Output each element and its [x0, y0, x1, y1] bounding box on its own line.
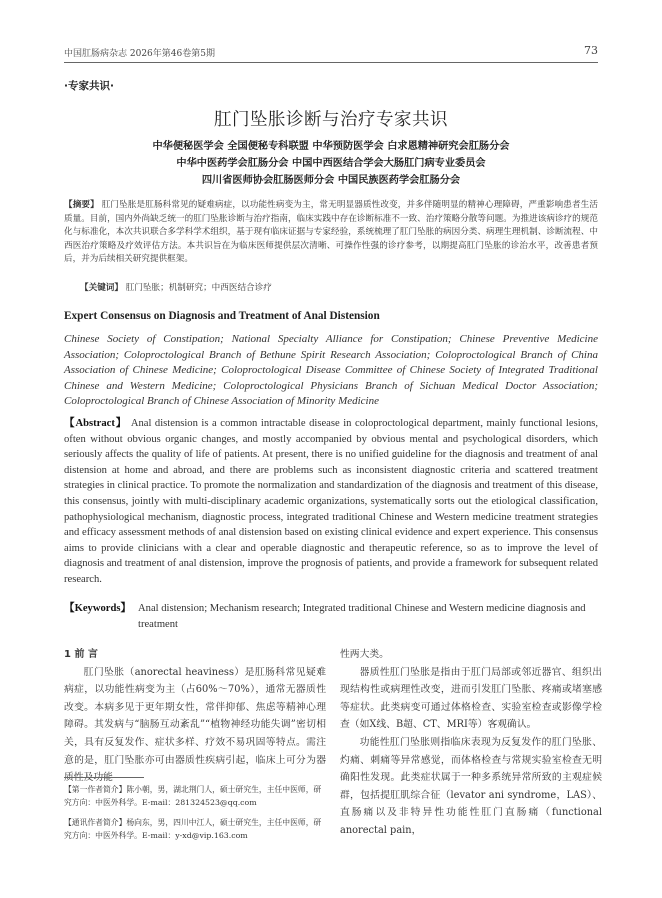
body-paragraph: 功能性肛门坠胀则指临床表现为反复发作的肛门坠胀、灼痛、刺痛等异常感觉，而体格检查与常规实验室检查无明确阳性发现。此类症状属于一种多系统异常所致的主观症候群，包括提肛肌综合征（levator ani syndrome，LAS）、直肠痛以及非特异性功能性肛门直肠痛（functional anorectal pain， [340, 736, 602, 836]
article-title: 肛门坠胀诊断与治疗专家共识 [214, 110, 448, 130]
chinese-keywords [80, 281, 272, 293]
journal-info: 中国肛肠病杂志 2026年第46卷第5期 [64, 49, 215, 59]
body-right-column [340, 646, 602, 840]
footnote-divider [64, 777, 144, 778]
english-organizations: Chinese Society of Constipation; National Specialty Alliance for Constipation; Chinese Preventive Medicine Association; Coloproctological Branch of Bethune Spirit Research Association; Coloproctological Branch of China Association of Chinese Medicine; Coloproctological Disease Committee of Chinese Society of Integrated Traditional Chinese and Western Medicine; Coloproctological Physicians Branch of Sichuan Medical Doctor Association; Coloproctological Branch of Chinese Association of Minority Medicine [64, 333, 598, 407]
corresponding-author-label: 【通讯作者简介】 [64, 818, 127, 827]
author-line-3: 四川省医师协会肛肠医师分会 中国民族医药学会肛肠分会 [201, 175, 461, 186]
header-divider [64, 62, 598, 63]
english-keywords [64, 601, 598, 632]
chinese-abstract-label: 【摘要】 [64, 200, 99, 210]
body-paragraph: 性两大类。 [340, 649, 389, 660]
page-number: 73 [584, 44, 598, 57]
english-keywords-text: Anal distension; Mechanism research; Integrated traditional Chinese and Western medicine diagnosis and treatment [138, 603, 586, 630]
author-organizations [80, 138, 582, 189]
section-tag: ·专家共识· [64, 80, 114, 92]
section-heading: 1 前 言 [64, 649, 98, 660]
english-abstract-text: Anal distension is a common intractable disease in coloproctological department, mainly functional lesions, often without obvious organic changes, and mostly accompanied by obvious mental and psychological disorders, which seriously affects the quality of life of patients. At present, there is no unified guideline for the diagnosis and treatment of anal distension at home and abroad, and there are problems such as inconsistent diagnostic criteria and scattered treatment strategies in clinical practice. To promote the normalization and standardization of the diagnosis and treatment of this disease, this consensus, jointly with multi-disciplinary academic organizations, systematically sorts out the etiological classification, pathophysiological mechanism, diagnostic process, integrated traditional Chinese and Western medicine treatment strategies and efficacy assessment methods of anal distension based on existing clinical evidence and expert experience. This consensus aims to provide clinicians with a clear and operable diagnostic and therapeutic reference, so as to improve the level of diagnosis and treatment of anal distension, improve the prognosis of patients, and provide a framework for subsequent related research. [64, 418, 599, 585]
first-author-footnote [64, 783, 326, 809]
body-left-column [64, 646, 326, 787]
chinese-keywords-text: 肛门坠胀；机制研究；中西医结合诊疗 [125, 283, 272, 293]
english-abstract-label: 【Abstract】 [64, 418, 128, 429]
author-line-2: 中华中医药学会肛肠分会 中国中西医结合学会大肠肛门病专业委员会 [176, 158, 486, 169]
chinese-abstract [64, 199, 598, 267]
author-line-1: 中华便秘医学会 全国便秘专科联盟 中华预防医学会 白求恩精神研究会肛肠分会 [152, 141, 510, 152]
chinese-keywords-label: 【关键词】 [80, 283, 123, 293]
chinese-abstract-text: 肛门坠胀是肛肠科常见的疑难病症，以功能性病变为主，常无明显器质性改变，并多伴随明显的精神心理障碍，严重影响患者生活质量。目前，国内外尚缺乏统一的肛门坠胀诊断与治疗指南，临床实践中存在诊断标准不一致、治疗策略分散等问题。为推进该病诊疗的规范化与标准化，本次共识联合多学科学术组织，基于现有临床证据与专家经验，系统梳理了肛门坠胀的病因分类、病理生理机制、诊断流程、中西医治疗策略及疗效评估方法。本共识旨在为临床医师提供层次清晰、可操作性强的诊疗参考，以期提高肛门坠胀的诊治水平，改善患者预后，并为后续相关研究提供框架。 [64, 200, 598, 264]
body-paragraph: 器质性肛门坠胀是指由于肛门局部或邻近器官、组织出现结构性或病理性改变，进而引发肛门坠胀、疼痛或堵塞感等症状。此类病变可通过体格检查、实验室检查或影像学检查（如X线、B超、CT、MRI等）客观确认。 [340, 666, 602, 731]
first-author-text: 陈小朝，男，湖北荆门人，硕士研究生，主任中医师，研究方向：中医外科学。E-mail：281324523@qq.com [64, 785, 322, 807]
corresponding-author-text: 杨向东，男，四川中江人，硕士研究生，主任中医师，研究方向：中医外科学。E-mail：y-xd@vip.163.com [64, 818, 322, 840]
body-paragraph: 肛门坠胀（anorectal heaviness）是肛肠科常见疑难病症，以功能性病变为主（占60%～70%），通常无器质性改变。本病多见于更年期女性，常伴抑郁、焦虑等精神心理障碍。其发病与“脑肠互动紊乱”“植物神经功能失调”密切相关，具有反复发作、症状多样、疗效不易巩固等特点。需注意的是，肛门坠胀亦可由器质性疾病引起，临床上可分为器质性及功能 [64, 666, 326, 784]
first-author-label: 【第一作者简介】 [64, 785, 127, 794]
english-title: Expert Consensus on Diagnosis and Treatment of Anal Distension [64, 310, 380, 322]
corresponding-author-footnote [64, 816, 326, 842]
english-keywords-label: 【Keywords】 [64, 603, 132, 614]
running-header [64, 46, 598, 60]
english-abstract [64, 416, 598, 588]
